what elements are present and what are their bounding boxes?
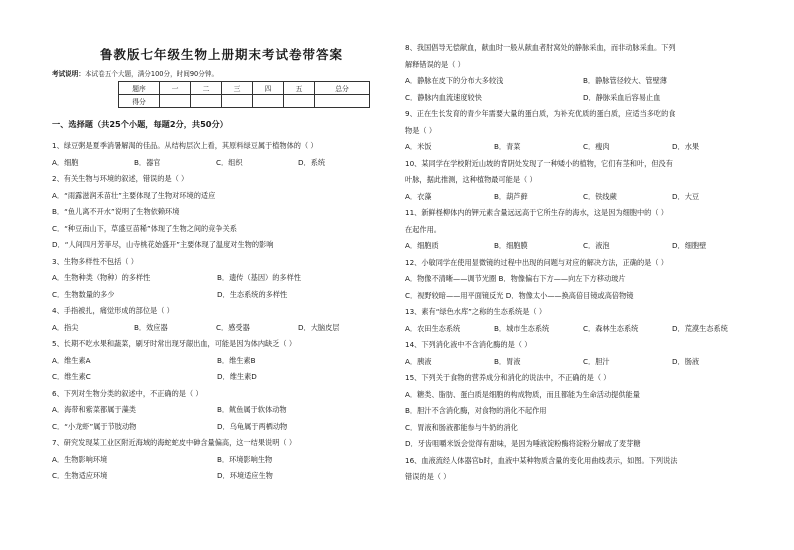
question-line: 8、我国倡导无偿献血，献血时一般从献血者肘窝处的静脉采血，而非动脉采血。下列 [405,43,676,52]
left-column-questions [52,138,390,485]
question-line: 2、有关生物与环境的叙述，错误的是（ ） [52,174,189,183]
answer-option: D．肠液 [672,356,700,366]
answer-option: C．生物适应环境 [52,471,108,480]
answer-options [405,90,767,107]
answer-option: D．乌龟属于两栖动物 [217,421,288,431]
answer-option: B．城市生态系统 [494,323,550,333]
answer-options [405,321,767,338]
score-cell [253,95,284,108]
answer-options [52,419,390,436]
answer-option: B．器官 [134,157,161,167]
answer-option: B．细胞膜 [494,241,528,250]
question-line: C．胃液和肠液都能参与牛奶的消化 [405,422,518,432]
answer-option: C．胆汁 [583,356,610,366]
answer-option: A．维生素A [52,355,91,365]
answer-option: B．维生素B [217,355,256,365]
answer-option: B．葫芦藓 [494,191,528,201]
score-cell: 五 [284,82,315,95]
answer-options [52,452,390,469]
score-cell: 四 [253,82,284,95]
answer-option: A．细胞 [52,157,79,167]
answer-option: A．生物影响环境 [52,454,108,464]
question-line: 16、血液流经人体器官b时，血液中某种物质含量的变化用曲线表示，如图。下列说法 [405,455,678,465]
answer-option: B．胃液 [494,356,521,366]
question-line: 物是（ ） [405,125,437,135]
answer-option: C．森林生态系统 [583,323,639,333]
answer-option: A．胰液 [405,356,432,366]
score-table [118,81,370,108]
answer-option: C．感受器 [216,322,250,332]
answer-option: A．米饭 [405,142,432,151]
answer-option: B．鱿鱼属于软体动物 [217,405,287,414]
question-line: 1、绿豆粥是夏季消暑解渴的佳品。从结构层次上看，其原料绿豆属于植物体的（ ） [52,141,318,150]
answer-option: D．大脑皮层 [298,322,340,332]
answer-options [405,238,767,255]
answer-option: D．系统 [298,157,326,167]
question-line: B．“鱼儿离不开水”说明了生物依赖环境 [52,207,180,216]
score-table-header-row [119,82,370,95]
answer-option: A．静脉在皮下的分布大多较浅 [405,76,504,85]
answer-option: C．铁线蕨 [583,191,617,201]
question-line: 3、生物多样性不包括（ ） [52,256,138,266]
exam-instructions [52,68,218,78]
answer-option: A．细胞质 [405,241,439,250]
answer-option: C．静脉内血流速度较快 [405,92,482,102]
score-cell [222,95,253,108]
score-cell: 总分 [315,82,370,95]
answer-option: C．生物数量的多少 [52,289,115,299]
question-line: A．“雨露滋润禾苗壮”主要体现了生物对环境的适应 [52,190,216,200]
answer-option: D．水果 [672,142,700,151]
question-line: D．“人间四月芳菲尽，山寺桃花始盛开”主要体现了温度对生物的影响 [52,240,274,249]
answer-option: C．维生素C [52,372,91,381]
section-heading: 一、选择题（共25个小题，每题2分，共50分） [52,119,228,129]
score-cell: 一 [160,82,191,95]
score-cell: 题序 [119,82,160,95]
question-line: 10、某同学在学校附近山坡的背阴处发现了一种矮小的植物，它们有茎和叶，但没有 [405,158,673,168]
question-line: 叶脉，据此推测，这种植物最可能是（ ） [405,175,537,184]
answer-option: D．荒漠生态系统 [672,323,728,333]
question-line: 14、下列消化液中不含消化酶的是（ ） [405,340,532,349]
answer-option: C．组织 [216,157,243,167]
question-line: A．糖类、脂肪、蛋白质是细胞的构成物质，而且都能为生命活动提供能量 [405,389,640,399]
answer-option: D．大豆 [672,191,700,201]
answer-option: B．静脉管径较大、管壁薄 [583,76,667,85]
answer-options [405,73,767,90]
question-line: 12、小敏同学在使用显微镜的过程中出现的问题与对应的解决方法，正确的是（ ） [405,257,668,267]
question-line: C．“种豆南山下，草盛豆苗稀”体现了生物之间的竞争关系 [52,223,237,233]
answer-option: B．效应器 [134,322,168,332]
answer-options [52,320,390,337]
question-line: D．牙齿咀嚼米饭会觉得有甜味，是因为唾液淀粉酶将淀粉分解成了麦芽糖 [405,439,641,448]
score-cell: 得分 [119,95,160,108]
question-line: 9、正在生长发育的青少年需要大量的蛋白质，为补充优质的蛋白质，应适当多吃的食 [405,109,676,118]
answer-options [52,468,390,485]
answer-options [52,287,390,304]
answer-option: D．生态系统的多样性 [217,289,288,299]
answer-option: A．衣藻 [405,191,432,201]
answer-options [405,189,767,206]
answer-options [405,354,767,371]
answer-option: D．静脉采血后容易止血 [583,92,661,102]
question-line: 13、素有“绿色水库”之称的生态系统是（ ） [405,307,547,316]
question-line: C．视野较暗——用平面镜反光 D．物像太小——换高倍目镜或高倍物镜 [405,290,634,300]
answer-option: A．农田生态系统 [405,323,461,333]
answer-options [52,155,390,172]
answer-option: B．遗传（基因）的多样性 [217,273,301,282]
exam-title: 鲁教版七年级生物上册期末考试卷带答案 [100,47,344,62]
answer-option: B．环境影响生物 [217,454,273,464]
answer-option: A．指尖 [52,322,79,332]
question-line: 7、研究发现某工业区附近海域的海蛇蛇皮中砷含量偏高，这一结果说明（ ） [52,438,297,447]
instructions-text: 本试卷五个大题，满分100分，时间90分钟。 [84,70,219,78]
answer-options [52,402,390,419]
score-cell [284,95,315,108]
answer-option: A．生物种类（物种）的多样性 [52,273,151,282]
score-cell [160,95,191,108]
score-cell [315,95,370,108]
score-cell: 三 [222,82,253,95]
question-line: 错误的是（ ） [405,472,451,481]
question-line: 在起作用。 [405,224,441,234]
question-line: 11、新鲜柽柳体内的钾元素含量远远高于它所生存的海水，这是因为细胞中的（ ） [405,208,668,217]
answer-option: C．液泡 [583,241,610,250]
score-cell: 二 [191,82,222,95]
question-line: 15、下列关于食物的营养成分和消化的说法中，不正确的是（ ） [405,373,611,382]
answer-option: D．维生素D [217,372,257,381]
answer-options [52,369,390,386]
answer-option: C．“小龙虾”属于节肢动物 [52,421,137,431]
right-column-questions [405,40,767,486]
instructions-label: 考试说明： [52,70,85,78]
question-line: B．胆汁不含消化酶，对食物的消化不起作用 [405,406,547,415]
answer-option: D．细胞壁 [672,241,707,250]
answer-option: D．环境适应生物 [217,471,273,480]
answer-option: A．海带和紫菜都属于藻类 [52,405,136,414]
answer-option: B．青菜 [494,142,521,151]
answer-options [405,139,767,156]
question-line: 解释错误的是（ ） [405,59,465,69]
question-line: 4、手指被扎，痛觉形成的部位是（ ） [52,306,174,315]
answer-options [52,270,390,287]
question-line: 5、长期不吃水果和蔬菜，刷牙时常出现牙龈出血，可能是因为体内缺乏（ ） [52,339,297,348]
score-cell [191,95,222,108]
answer-option: C．瘦肉 [583,142,610,151]
score-table-score-row [119,95,370,108]
question-line: 6、下列对生物分类的叙述中，不正确的是（ ） [52,388,203,398]
answer-options [52,353,390,370]
question-line: A．物像不清晰——调节光圈 B．物像偏右下方——向左下方移动玻片 [405,274,626,283]
